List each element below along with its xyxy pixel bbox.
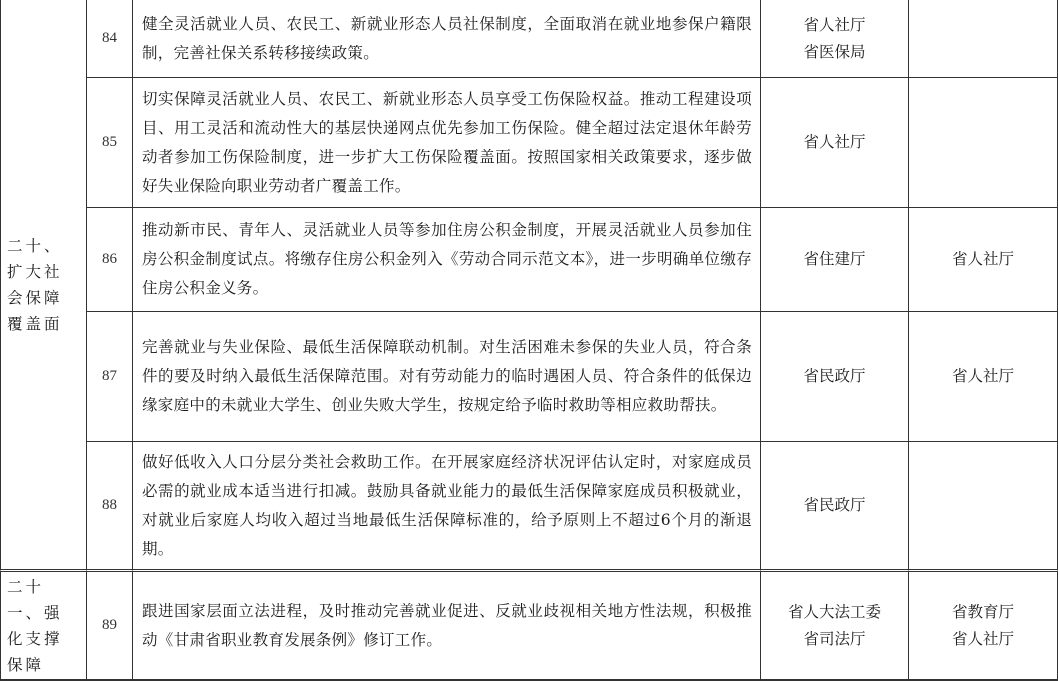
row-number-text: 84	[102, 30, 117, 46]
row-number-text: 85	[102, 134, 117, 150]
assist-department	[909, 0, 1058, 78]
task-content	[133, 312, 761, 442]
assist-dept-name: 省教育厅	[951, 602, 1014, 621]
row-number	[87, 0, 133, 78]
lead-department	[761, 572, 909, 680]
task-content-text: 推动新市民、青年人、灵活就业人员等参加住房公积金制度，开展灵活就业人员参加住房公积金制度试点。将缴存住房公积金列入《劳动合同示范文本》，进一步明确单位缴存住房公积金义务。	[142, 221, 752, 297]
assist-department	[909, 312, 1058, 442]
row-number	[87, 312, 133, 442]
assist-dept-name: 省人社厅	[951, 629, 1014, 648]
lead-department	[761, 0, 909, 78]
lead-department	[761, 78, 909, 208]
lead-department	[761, 312, 909, 442]
assist-department	[909, 572, 1058, 680]
task-content	[133, 572, 761, 680]
task-content-text: 做好低收入人口分层分类社会救助工作。在开展家庭经济状况评估认定时，对家庭成员必需的就业成本适当进行扣减。鼓励具备就业能力的最低生活保障家庭成员积极就业，对就业后家庭人均收入超过当地最低生活保障标准的，给予原则上不超过6个月的渐退期。	[142, 452, 752, 558]
row-number-text: 89	[102, 617, 117, 633]
category-label: 二十、扩大社会保障覆盖面	[7, 236, 63, 333]
row-number-text: 87	[102, 368, 117, 384]
lead-department	[761, 208, 909, 312]
task-content	[133, 0, 761, 78]
lead-department	[761, 442, 909, 572]
row-number	[87, 572, 133, 680]
row-number	[87, 442, 133, 572]
lead-dept-name: 省司法厅	[803, 629, 866, 648]
task-content	[133, 442, 761, 572]
lead-dept-name: 省民政厅	[803, 367, 866, 385]
lead-dept-name: 省住建厅	[803, 250, 866, 268]
task-content-text: 健全灵活就业人员、农民工、新就业形态人员社保制度，全面取消在就业地参保户籍限制，完善社保关系转移接续政策。	[142, 14, 752, 62]
assist-dept-name: 省人社厅	[951, 367, 1014, 385]
row-number-text: 86	[102, 251, 117, 267]
assist-department	[909, 208, 1058, 312]
task-content-text: 切实保障灵活就业人员、农民工、新就业形态人员享受工伤保险权益。推动工程建设项目、用工灵活和流动性大的基层快递网点优先参加工伤保险。健全超过法定退休年龄劳动者参加工伤保险制度，进一步扩大工伤保险覆盖面。按照国家相关政策要求，逐步做好失业保险向职业劳动者广覆盖工作。	[142, 89, 752, 195]
task-content-text: 跟进国家层面立法进程，及时推动完善就业促进、反就业歧视相关地方性法规，积极推动《甘肃省职业教育发展条例》修订工作。	[142, 601, 752, 649]
category-cell	[0, 572, 87, 680]
assist-dept-name: 省人社厅	[951, 250, 1014, 268]
row-number-text: 88	[102, 497, 117, 513]
task-content-text: 完善就业与失业保险、最低生活保障联动机制。对生活困难未参保的失业人员，符合条件的要及时纳入最低生活保障范围。对有劳动能力的临时遇困人员、符合条件的低保边缘家庭中的未就业大学生、创业失败大学生，按规定给予临时救助等相应救助帮扶。	[142, 338, 752, 414]
assist-department	[909, 78, 1058, 208]
lead-dept-name: 省医保局	[803, 42, 866, 61]
category-cell	[0, 0, 87, 572]
lead-dept-name: 省民政厅	[803, 496, 866, 514]
task-content	[133, 78, 761, 208]
lead-dept-name: 省人大法工委	[787, 602, 881, 621]
lead-dept-name: 省人社厅	[803, 15, 866, 34]
task-content	[133, 208, 761, 312]
row-number	[87, 208, 133, 312]
lead-dept-name: 省人社厅	[803, 133, 866, 151]
category-label: 二十一、强化支撑保障	[7, 577, 63, 674]
assist-department	[909, 442, 1058, 572]
row-number	[87, 78, 133, 208]
